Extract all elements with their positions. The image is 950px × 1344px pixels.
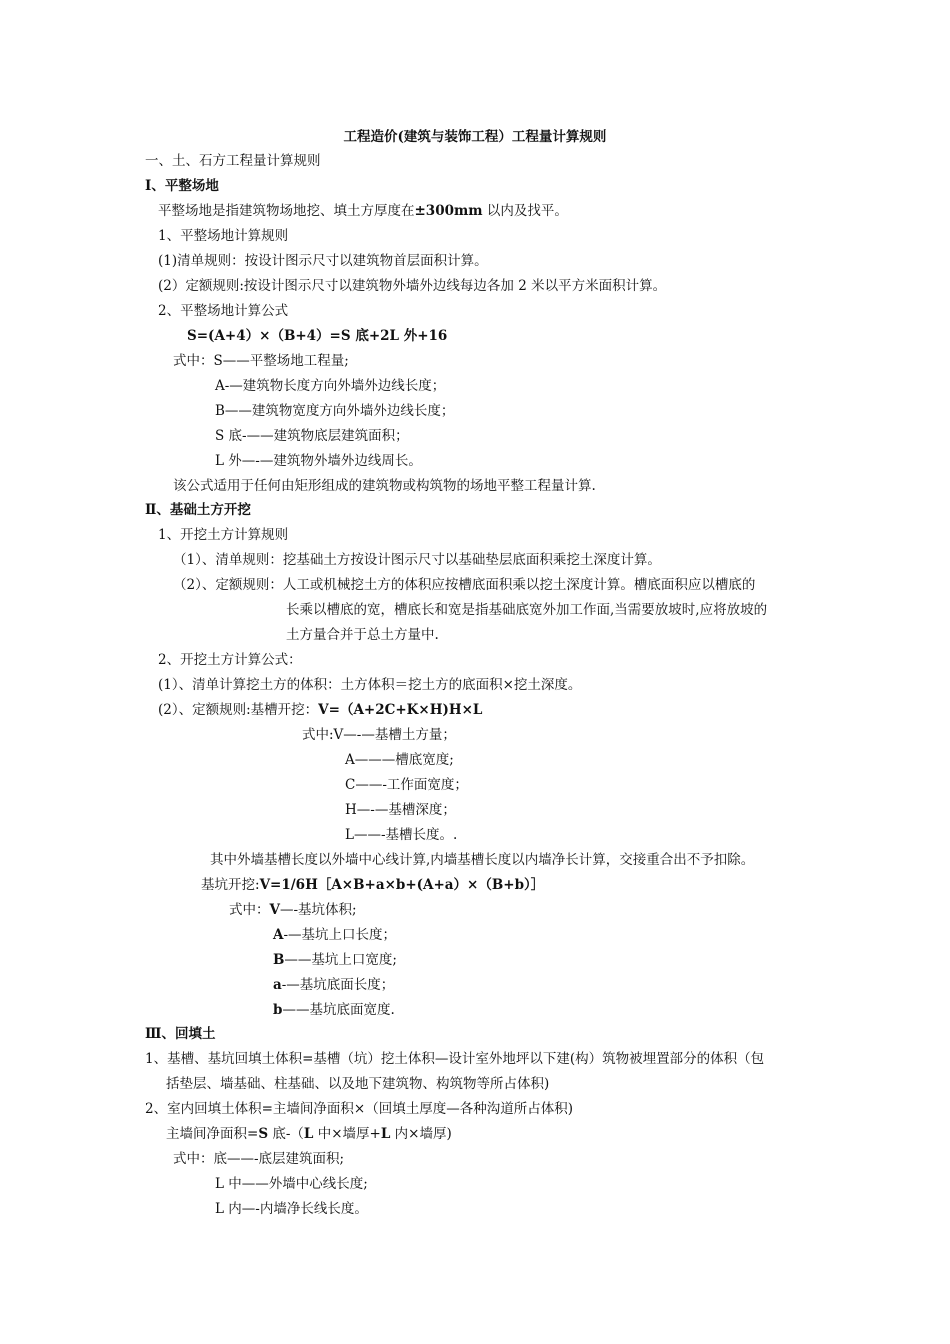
- text-bold: A: [273, 927, 284, 943]
- paragraph: 该公式适用于任何由矩形组成的建筑物或构筑物的场地平整工程量计算.: [173, 478, 596, 494]
- page-title: 工程造价(建筑与装饰工程）工程量计算规则: [343, 129, 607, 145]
- variable-def: L 中——外墙中心线长度;: [215, 1176, 368, 1192]
- paragraph: (1)清单规则：按设计图示尺寸以建筑物首层面积计算。: [158, 253, 488, 269]
- paragraph: 2、室内回填土体积=主墙间净面积×（回填土厚度—各种沟道所占体积): [145, 1101, 573, 1117]
- paragraph: [201, 875, 544, 895]
- text-bold: a: [273, 977, 282, 993]
- variable-def: C——-工作面宽度；: [345, 777, 468, 793]
- text-bold: S: [258, 1126, 269, 1142]
- variable-def: H—-—基槽深度；: [345, 802, 456, 818]
- text: 主墙间净面积=: [166, 1126, 259, 1142]
- text: 平整场地是指建筑物场地挖、填土方厚度在: [158, 203, 415, 219]
- text: 中×墙厚+: [313, 1126, 381, 1142]
- text-bold: L: [380, 1126, 391, 1142]
- subheading: 2、开挖土方计算公式：: [158, 652, 302, 668]
- formula-line: [166, 1124, 452, 1144]
- paragraph: [173, 575, 755, 595]
- variable-def: 式中：底——-底层建筑面积;: [173, 1151, 345, 1167]
- variable-def: [273, 975, 394, 995]
- section-heading-3: Ⅲ、回填土: [145, 1026, 216, 1042]
- paragraph: 其中外墙基槽长度以外墙中心线计算,内墙基槽长度以内墙净长计算，交接重合出不予扣除。: [210, 852, 755, 868]
- text: 内×墙厚): [390, 1126, 452, 1142]
- variable-def: 式中:V—-—基槽土方量；: [302, 727, 456, 743]
- chapter-heading: 一、土、石方工程量计算规则: [145, 153, 321, 169]
- text: 基坑开挖:: [201, 877, 260, 893]
- paragraph-cont: 土方量合并于总土方量中.: [286, 627, 439, 643]
- variable-def: B——建筑物宽度方向外墙外边线长度；: [215, 403, 455, 419]
- text-bold: b: [273, 1002, 283, 1018]
- paragraph: 1、基槽、基坑回填土体积=基槽（坑）挖土体积—设计室外地坪以下建(构）筑物被埋置部分的体积（包: [145, 1051, 765, 1067]
- section-heading-2: Ⅱ、基础土方开挖: [145, 502, 251, 518]
- subheading: 2、平整场地计算公式: [158, 303, 289, 319]
- text-bold: B: [273, 952, 285, 968]
- subheading: 1、开挖土方计算规则: [158, 527, 289, 543]
- paragraph: (2）定额规则:按设计图示尺寸以建筑物外墙外边线每边各加 2 米以平方米面积计算。: [158, 278, 667, 294]
- variable-def: [229, 900, 357, 920]
- variable-def: A-—建筑物长度方向外墙外边线长度；: [215, 378, 446, 394]
- variable-def: 式中：S——平整场地工程量;: [173, 353, 349, 369]
- variable-def: L 外—-—建筑物外墙外边线周长。: [215, 453, 422, 469]
- text: (2）、定额规则:基槽开挖：: [158, 702, 319, 718]
- text: ——基坑上口宽度;: [284, 952, 397, 968]
- variable-def: [273, 1000, 395, 1020]
- text: 底-（: [268, 1126, 304, 1142]
- section-heading-1: Ⅰ、平整场地: [145, 178, 219, 194]
- formula: S=(A+4）×（B+4）=S 底+2L 外+16: [187, 328, 448, 344]
- text: -—基坑底面长度；: [281, 977, 395, 993]
- text: -—基坑上口长度；: [283, 927, 397, 943]
- variable-def: L 内—-内墙净长线长度。: [215, 1201, 368, 1217]
- formula: V=（A+2C+K×H)H×L: [318, 702, 483, 718]
- text: 式中：: [229, 902, 270, 918]
- variable-def: L——-基槽长度。.: [345, 827, 458, 843]
- text-bold: L: [303, 1126, 314, 1142]
- variable-def: [273, 925, 396, 945]
- variable-def: A———槽底宽度;: [345, 752, 454, 768]
- paragraph: [158, 201, 568, 221]
- paragraph-cont: 括垫层、墙基础、柱基础、以及地下建筑物、构筑物等所占体积): [166, 1076, 550, 1092]
- subheading: 1、平整场地计算规则: [158, 228, 289, 244]
- text: —-基坑体积;: [279, 902, 357, 918]
- variable-def: [273, 950, 397, 970]
- text: ——基坑底面宽度.: [282, 1002, 395, 1018]
- text-bold: V: [269, 902, 280, 918]
- paragraph: [158, 700, 482, 720]
- text: 人工或机械挖土方的体积应按槽底面积乘以挖土深度计算。槽底面积应以槽底的: [282, 577, 756, 593]
- paragraph: (1）、清单计算挖土方的体积：土方体积＝挖土方的底面积×挖土深度。: [158, 677, 582, 693]
- text: 以内及找平。: [482, 203, 568, 219]
- paragraph-cont: 长乘以槽底的宽，槽底长和宽是指基础底宽外加工作面,当需要放坡时,应将放坡的: [286, 602, 768, 618]
- text-bold: ±300mm: [414, 203, 483, 219]
- variable-def: S 底-——建筑物底层建筑面积；: [215, 428, 409, 444]
- formula: V=1/6H［A×B+a×b+(A+a）×（B+b）］: [259, 877, 545, 893]
- text: （2）、定额规则：: [173, 577, 283, 593]
- paragraph: （1）、清单规则：挖基础土方按设计图示尺寸以基础垫层底面积乘挖土深度计算。: [173, 552, 661, 568]
